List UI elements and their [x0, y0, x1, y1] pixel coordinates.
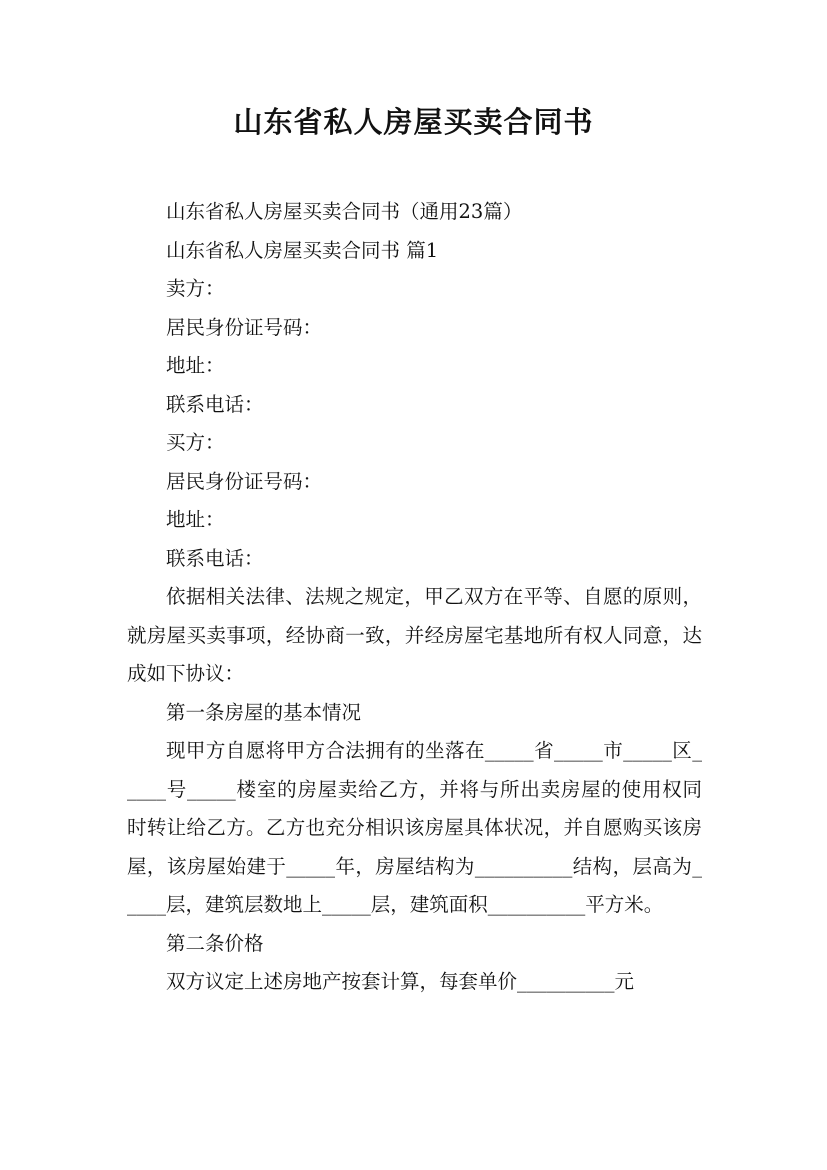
paragraph-preamble: 依据相关法律、法规之规定，甲乙双方在平等、自愿的原则，就房屋买卖事项，经协商一致，并经房屋宅基地所有权人同意，达成如下协议：	[127, 585, 702, 685]
paragraph-seller-id: 居民身份证号码：	[166, 315, 323, 339]
paragraph-buyer-phone: 联系电话：	[166, 546, 264, 570]
paragraph-buyer-address: 地址：	[166, 508, 225, 531]
paragraph-buyer-id: 居民身份证号码：	[166, 469, 323, 493]
paragraph-article-2-heading: 第二条价格	[166, 931, 264, 955]
paragraph-seller-phone: 联系电话：	[166, 392, 264, 416]
document-title: 山东省私人房屋买卖合同书	[233, 105, 594, 139]
paragraph-seller-address: 地址：	[166, 354, 225, 377]
paragraph-section-heading: 山东省私人房屋买卖合同书 篇1	[166, 238, 439, 262]
paragraph-subtitle: 山东省私人房屋买卖合同书（通用23篇）	[166, 200, 523, 223]
document-body	[127, 193, 702, 1002]
paragraph-article-2-body: 双方议定上述房地产按套计算，每套单价__________元	[166, 970, 635, 993]
paragraph-buyer: 买方：	[166, 431, 225, 454]
paragraph-article-1-body: 现甲方自愿将甲方合法拥有的坐落在_____省_____市_____区_____号_____楼室的房屋卖给乙方，并将与所出卖房屋的使用权同时转让给乙方。乙方也充分相识该房屋具体状况，并自愿购买该房屋，该房屋始建于_____年，房屋结构为__________结构，层高为_____层，建筑层数地上_____层，建筑面积__________平方米。	[127, 739, 702, 916]
paragraph-article-1-heading: 第一条房屋的基本情况	[166, 700, 362, 724]
paragraph-seller: 卖方：	[166, 277, 225, 300]
